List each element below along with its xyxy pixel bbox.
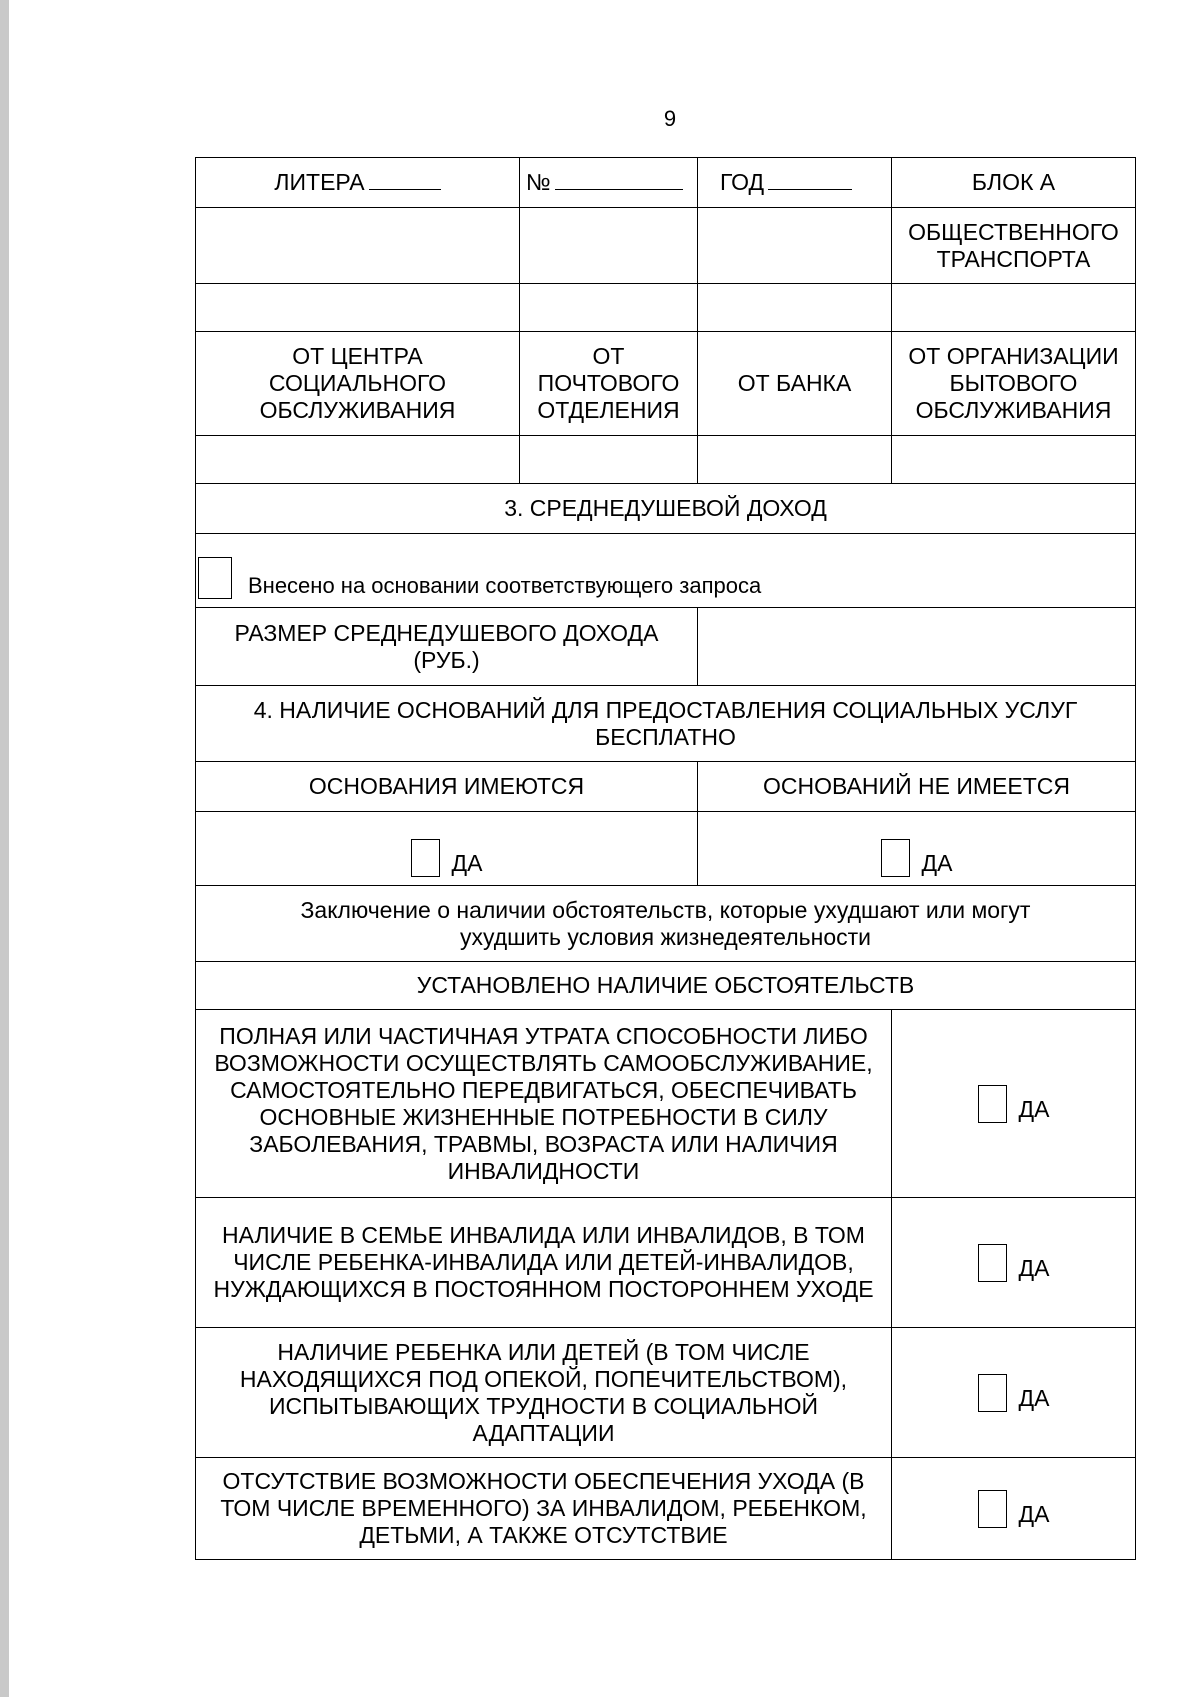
source-post-office: ОТ ПОЧТОВОГО ОТДЕЛЕНИЯ [520, 332, 698, 436]
input-cell[interactable] [698, 208, 892, 284]
section3-title: 3. СРЕДНЕДУШЕВОЙ ДОХОД [196, 484, 1136, 534]
input-cell[interactable] [520, 284, 698, 332]
form-table [195, 157, 1136, 1560]
grounds-absent-checkbox[interactable] [881, 839, 910, 877]
year-blank[interactable] [768, 188, 852, 190]
input-cell[interactable] [520, 436, 698, 484]
circumstance-text-4: ОТСУТСТВИЕ ВОЗМОЖНОСТИ ОБЕСПЕЧЕНИЯ УХОДА (В ТОМ ЧИСЛЕ ВРЕМЕННОГО) ЗА ИНВАЛИДОМ, РЕБЕНКОМ, ДЕТЬМИ, А ТАКЖЕ ОТСУТСТВИЕ [196, 1458, 892, 1560]
entered-on-request-row [196, 534, 1136, 608]
yes-label: ДА [1018, 1254, 1050, 1281]
yes-label: ДА [1018, 1384, 1050, 1411]
input-cell[interactable] [892, 284, 1136, 332]
yes-label: ДА [921, 850, 953, 876]
circumstance-check-3 [892, 1328, 1136, 1458]
circumstance-checkbox-3[interactable] [978, 1374, 1007, 1412]
grounds-exist-check [196, 812, 698, 886]
grounds-exist-label: ОСНОВАНИЯ ИМЕЮТСЯ [196, 762, 698, 812]
public-transport-label: ОБЩЕСТВЕННОГО ТРАНСПОРТА [892, 208, 1136, 284]
year-cell [698, 158, 892, 208]
source-household-service: ОТ ОРГАНИЗАЦИИ БЫТОВОГО ОБСЛУЖИВАНИЯ [892, 332, 1136, 436]
litera-cell [196, 158, 520, 208]
input-cell[interactable] [196, 284, 520, 332]
yes-label: ДА [1018, 1500, 1050, 1527]
conclusion-text: Заключение о наличии обстоятельств, которые ухудшают или могут ухудшить условия жизнедеятельности [196, 886, 1136, 962]
circumstance-check-4 [892, 1458, 1136, 1560]
scan-edge [0, 0, 9, 1697]
grounds-exist-checkbox[interactable] [411, 839, 440, 877]
input-cell[interactable] [196, 208, 520, 284]
circumstance-text-1: ПОЛНАЯ ИЛИ ЧАСТИЧНАЯ УТРАТА СПОСОБНОСТИ ЛИБО ВОЗМОЖНОСТИ ОСУЩЕСТВЛЯТЬ САМООБСЛУЖИВАНИЕ, САМОСТОЯТЕЛЬНО ПЕРЕДВИГАТЬСЯ, ОБЕСПЕЧИВАТЬ ОСНОВНЫЕ ЖИЗНЕННЫЕ ПОТРЕБНОСТИ В СИЛУ ЗАБОЛЕВАНИЯ, ТРАВМЫ, ВОЗРАСТА ИЛИ НАЛИЧИЯ ИНВАЛИДНОСТИ [196, 1010, 892, 1198]
request-checkbox[interactable] [198, 557, 232, 599]
circumstance-checkbox-2[interactable] [978, 1244, 1007, 1282]
section4-title: 4. НАЛИЧИЕ ОСНОВАНИЙ ДЛЯ ПРЕДОСТАВЛЕНИЯ СОЦИАЛЬНЫХ УСЛУГ БЕСПЛАТНО [196, 686, 1136, 762]
yes-label: ДА [1018, 1095, 1050, 1122]
litera-label: ЛИТЕРА [274, 169, 365, 195]
circumstance-check-1 [892, 1010, 1136, 1198]
established-title: УСТАНОВЛЕНО НАЛИЧИЕ ОБСТОЯТЕЛЬСТВ [196, 962, 1136, 1010]
input-cell[interactable] [698, 436, 892, 484]
input-cell[interactable] [892, 436, 1136, 484]
source-bank: ОТ БАНКА [698, 332, 892, 436]
circumstance-check-2 [892, 1198, 1136, 1328]
source-social-center: ОТ ЦЕНТРА СОЦИАЛЬНОГО ОБСЛУЖИВАНИЯ [196, 332, 520, 436]
input-cell[interactable] [196, 436, 520, 484]
number-label: № [526, 169, 551, 195]
number-blank[interactable] [555, 188, 683, 190]
grounds-absent-label: ОСНОВАНИЙ НЕ ИМЕЕТСЯ [698, 762, 1136, 812]
input-cell[interactable] [698, 284, 892, 332]
application-form [195, 157, 1135, 1560]
circumstance-checkbox-1[interactable] [978, 1085, 1007, 1123]
circumstance-text-3: НАЛИЧИЕ РЕБЕНКА ИЛИ ДЕТЕЙ (В ТОМ ЧИСЛЕ НАХОДЯЩИХСЯ ПОД ОПЕКОЙ, ПОПЕЧИТЕЛЬСТВОМ), ИСПЫТЫВАЮЩИХ ТРУДНОСТИ В СОЦИАЛЬНОЙ АДАПТАЦИИ [196, 1328, 892, 1458]
income-value-cell[interactable] [698, 608, 1136, 686]
number-cell [520, 158, 698, 208]
year-label: ГОД [720, 169, 765, 195]
page-number: 9 [663, 106, 677, 131]
block-a-cell: БЛОК А [892, 158, 1136, 208]
circumstance-checkbox-4[interactable] [978, 1490, 1007, 1528]
circumstance-text-2: НАЛИЧИЕ В СЕМЬЕ ИНВАЛИДА ИЛИ ИНВАЛИДОВ, В ТОМ ЧИСЛЕ РЕБЕНКА-ИНВАЛИДА ИЛИ ДЕТЕЙ-ИНВАЛИДОВ, НУЖДАЮЩИХСЯ В ПОСТОЯННОМ ПОСТОРОННЕМ УХОДЕ [196, 1198, 892, 1328]
income-label: РАЗМЕР СРЕДНЕДУШЕВОГО ДОХОДА (РУБ.) [196, 608, 698, 686]
input-cell[interactable] [520, 208, 698, 284]
litera-blank[interactable] [369, 188, 441, 190]
grounds-absent-check [698, 812, 1136, 886]
yes-label: ДА [451, 850, 483, 876]
entered-note: Внесено на основании соответствующего запроса [248, 573, 762, 598]
